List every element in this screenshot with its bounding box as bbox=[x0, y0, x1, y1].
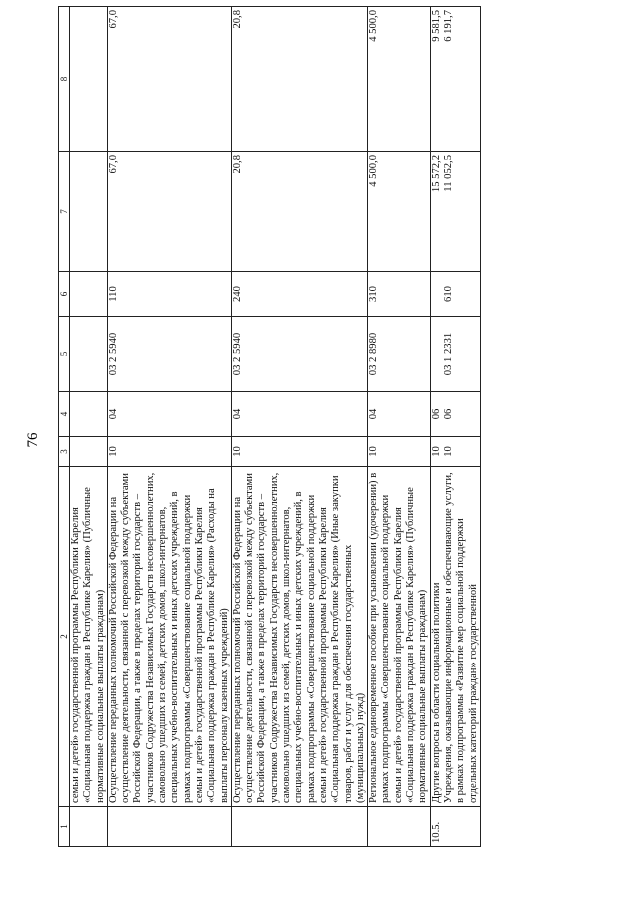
header-cell-5: 5 bbox=[59, 317, 70, 392]
section-code: 10 bbox=[231, 437, 367, 467]
row-number: 10.5. bbox=[430, 807, 480, 847]
amount-total bbox=[430, 152, 480, 272]
section-code bbox=[430, 437, 480, 467]
subsection-code: 04 bbox=[107, 392, 231, 437]
amount-total: 67,0 bbox=[107, 152, 231, 272]
header-cell-2: 2 bbox=[59, 467, 70, 807]
subsection-code-line: 06 bbox=[442, 408, 454, 420]
expense-type-code: 240 bbox=[231, 272, 367, 317]
row-description: семьи и детей» государственной программы Республики Карелия «Социальная поддержка граждан в Республике Карелия» (Публичные нормативные социальные выплаты гражданам) bbox=[70, 467, 108, 807]
row-description-section: Другие вопросы в области социальной политики bbox=[430, 582, 442, 803]
budget-table bbox=[58, 6, 481, 847]
header-cell-4: 4 bbox=[59, 392, 70, 437]
row-number bbox=[231, 807, 367, 847]
expense-type-code bbox=[430, 272, 480, 317]
header-cell-7: 7 bbox=[59, 152, 70, 272]
row-number bbox=[107, 807, 231, 847]
section-code bbox=[70, 437, 108, 467]
header-cell-6: 6 bbox=[59, 272, 70, 317]
target-article-code: 03 2 5940 bbox=[107, 317, 231, 392]
expense-type-code: 110 bbox=[107, 272, 231, 317]
amount-federal: 20,8 bbox=[231, 7, 367, 152]
amount-total-line: 15 572,2 bbox=[430, 155, 442, 193]
amount-federal bbox=[430, 7, 480, 152]
section-code-line: 10 bbox=[442, 446, 454, 457]
header-cell-3: 3 bbox=[59, 437, 70, 467]
row-description bbox=[430, 467, 480, 807]
rotated-table-container bbox=[58, 7, 578, 847]
target-article-code-line: 03 1 2331 bbox=[442, 332, 454, 376]
target-article-code: 03 2 5940 bbox=[231, 317, 367, 392]
amount-federal: 67,0 bbox=[107, 7, 231, 152]
subsection-code: 04 bbox=[231, 392, 367, 437]
subsection-code-line: 06 bbox=[430, 408, 442, 420]
header-cell-1: 1 bbox=[59, 807, 70, 847]
header-cell-8: 8 bbox=[59, 7, 70, 152]
amount-federal-line: 9 581,5 bbox=[430, 10, 442, 42]
amount-total: 20,8 bbox=[231, 152, 367, 272]
table-row bbox=[107, 7, 231, 847]
subsection-code: 04 bbox=[368, 392, 430, 437]
subsection-code bbox=[70, 392, 108, 437]
table-row bbox=[231, 7, 367, 847]
page-number: 76 bbox=[25, 432, 41, 448]
expense-type-code: 310 bbox=[368, 272, 430, 317]
section-code: 10 bbox=[107, 437, 231, 467]
expense-type-code-line: 610 bbox=[442, 286, 454, 302]
target-article-code: 03 2 8980 bbox=[368, 317, 430, 392]
row-number bbox=[368, 807, 430, 847]
amount-federal: 4 500,0 bbox=[368, 7, 430, 152]
table-row bbox=[368, 7, 430, 847]
target-article-code bbox=[430, 317, 480, 392]
target-article-code bbox=[70, 317, 108, 392]
row-description: Осуществление переданных полномочий Российской Федерации на осуществление деятельности, связанной с перевозкой между субъектами Российской Федерации, а также в пределах территорий государств – участников Содружества Независимых Государств несовершеннолетних, самовольно ушедших из семей, детских домов, школ-интернатов, специальных учебно-воспитательных и иных детских учреждений, в рамках подпрограммы «Совершенствование социальной поддержки семьи и детей» государственной программы Республики Карелия «Социальная поддержка граждан в Республике Карелия» (Иные закупки товаров, работ и услуг для обеспечения государственных (муниципальных) нужд) bbox=[231, 467, 367, 807]
row-description-item: Учреждения, оказывающие информационные и обеспечивающие услуги, в рамках подпрограммы «Развитие мер социальной поддержки отдельных категорий граждан» государственной bbox=[442, 472, 479, 803]
row-description: Осуществление переданных полномочий Российской Федерации на осуществление деятельности, связанной с перевозкой между субъектами Российской Федерации, а также в пределах территорий государств – участников Содружества Независимых Государств несовершеннолетних, самовольно ушедших из семей, детских домов, школ-интернатов, специальных учебно-воспитательных и иных детских учреждений, в рамках подпрограммы «Совершенствование социальной поддержки семьи и детей» государственной программы Республики Карелия «Социальная поддержка граждан в Республике Карелия» (Расходы на выплаты персоналу казенных учреждений) bbox=[107, 467, 231, 807]
amount-federal-line: 6 191,7 bbox=[442, 10, 454, 42]
amount-total: 4 500,0 bbox=[368, 152, 430, 272]
subsection-code bbox=[430, 392, 480, 437]
amount-federal bbox=[70, 7, 108, 152]
amount-total bbox=[70, 152, 108, 272]
section-code-line: 10 bbox=[430, 446, 442, 457]
table-row bbox=[70, 7, 108, 847]
amount-total-line: 11 052,5 bbox=[442, 155, 454, 192]
table-header-row bbox=[59, 7, 70, 847]
row-number bbox=[70, 807, 108, 847]
table-row bbox=[430, 7, 480, 847]
expense-type-code bbox=[70, 272, 108, 317]
section-code: 10 bbox=[368, 437, 430, 467]
row-description: Региональное единовременное пособие при усыновлении (удочерении) в рамках подпрограммы «Совершенствование социальной поддержки семьи и детей» государственной программы Республики Карелия «Социальная поддержка граждан в Республике Карелия» (Публичные нормативные социальные выплаты гражданам) bbox=[368, 467, 430, 807]
